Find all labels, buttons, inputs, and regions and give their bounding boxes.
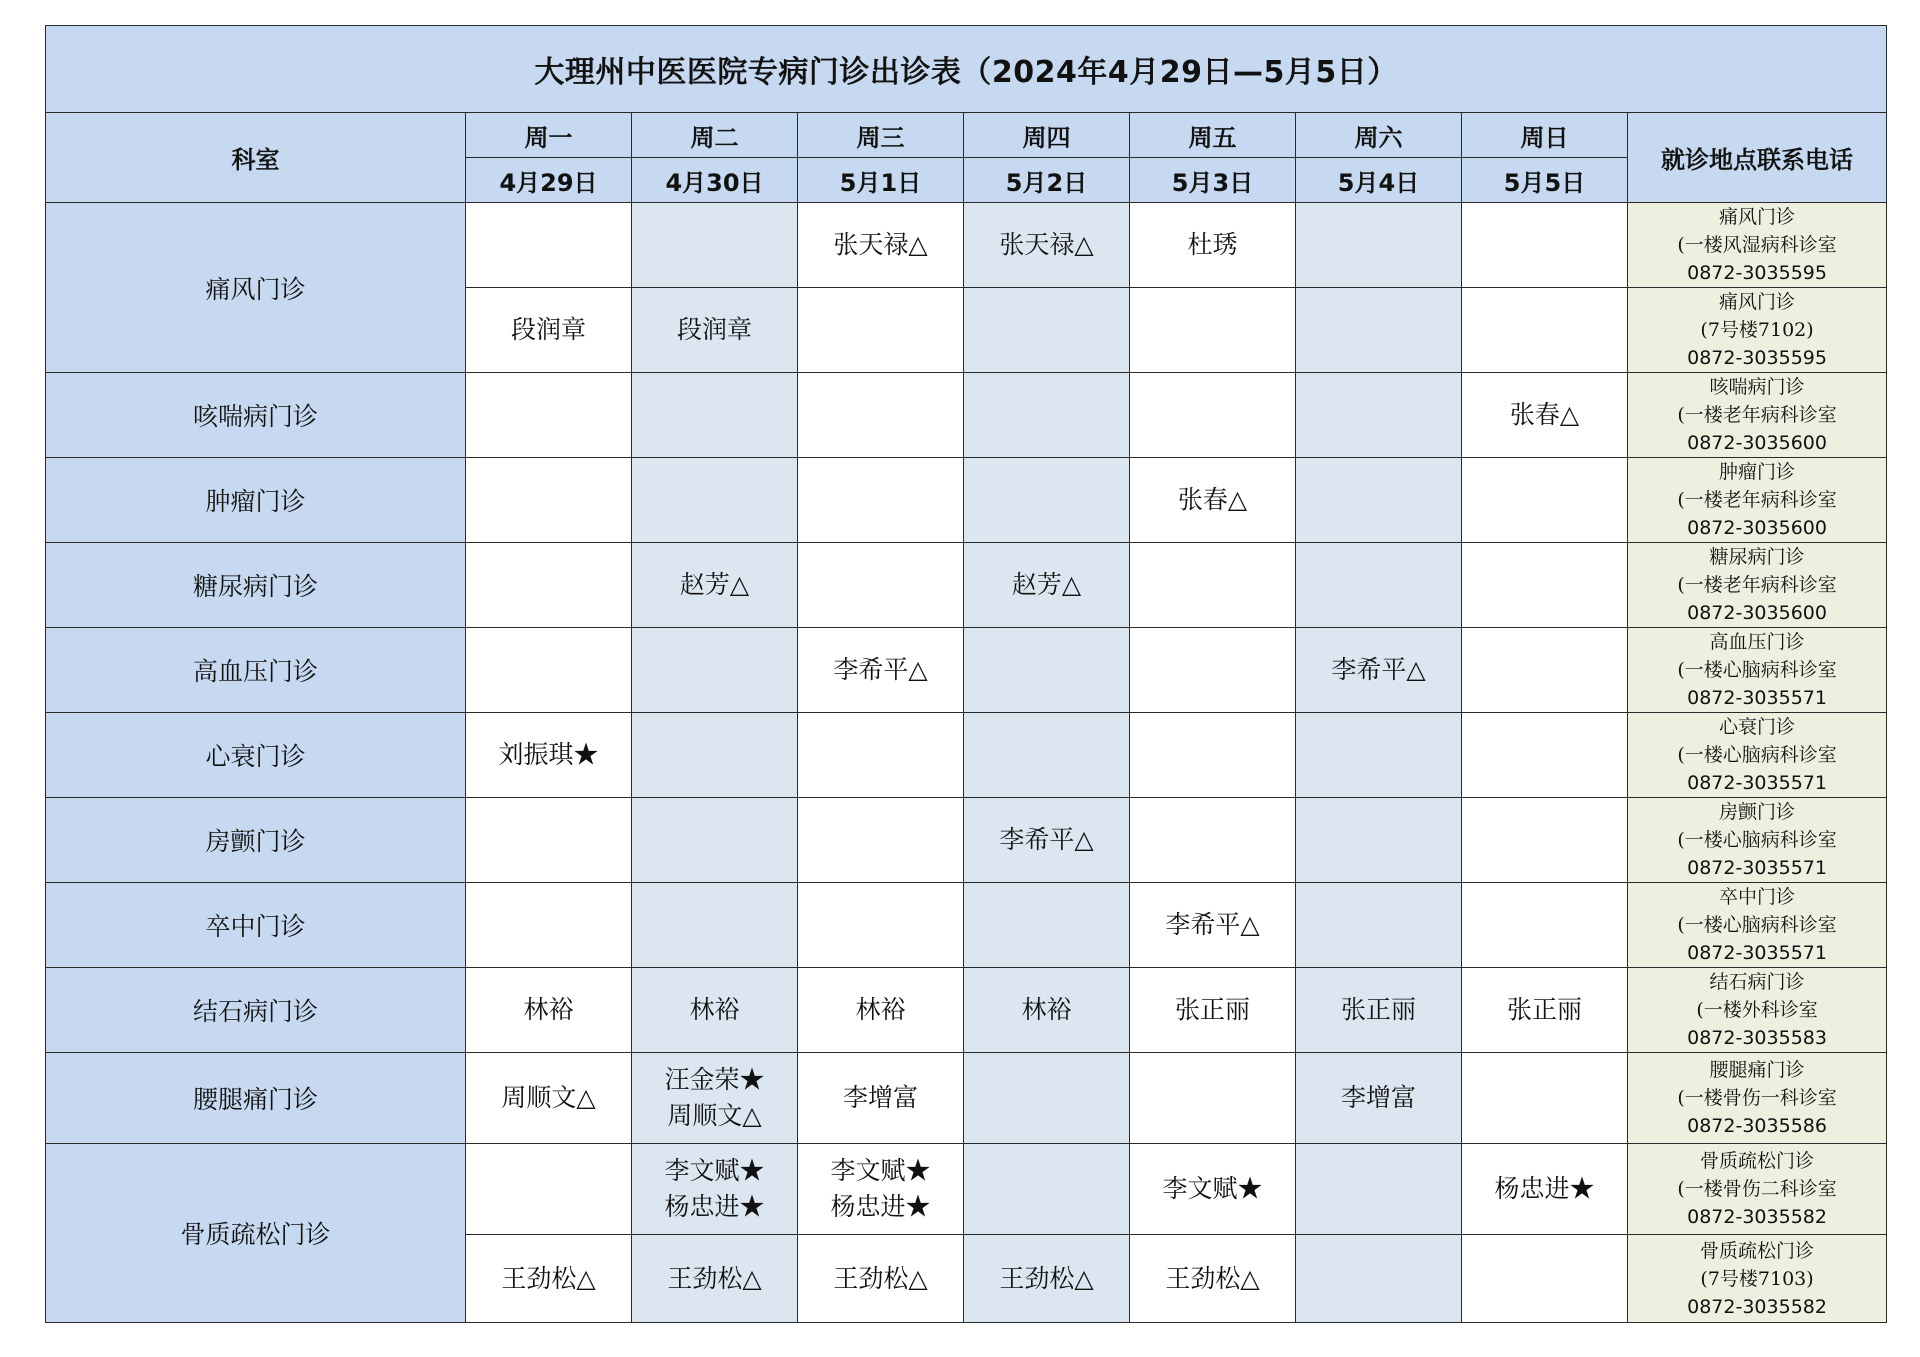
- doctor-cell-sat: [1296, 543, 1462, 628]
- doctor-cell-fri: [1130, 543, 1296, 628]
- doctor-cell-tue: [632, 458, 798, 543]
- doctor-cell-thu: [964, 288, 1130, 373]
- doctor-cell-tue: [632, 203, 798, 288]
- department-name: 高血压门诊: [46, 628, 466, 713]
- doctor-cell-wed: [798, 798, 964, 883]
- doctor-cell-thu: [964, 1144, 1130, 1235]
- doctor-cell-thu: [964, 883, 1130, 968]
- schedule-row: [46, 1144, 1887, 1235]
- doctor-cell-mon: 刘振琪★: [466, 713, 632, 798]
- doctor-cell-wed: 李希平△: [798, 628, 964, 713]
- department-name: 咳喘病门诊: [46, 373, 466, 458]
- doctor-cell-mon: 林裕: [466, 968, 632, 1053]
- doctor-cell-fri: [1130, 288, 1296, 373]
- doctor-cell-tue: 赵芳△: [632, 543, 798, 628]
- doctor-cell-sat: [1296, 713, 1462, 798]
- contact-cell: [1628, 968, 1887, 1053]
- contact-clinic: 结石病门诊: [1709, 971, 1805, 993]
- weekday-header-fri: 周五: [1130, 113, 1296, 158]
- schedule-row: [46, 1053, 1887, 1144]
- schedule-row: [46, 968, 1887, 1053]
- contact-phone: 0872-3035595: [1687, 262, 1827, 284]
- doctor-name: 杨忠进★: [664, 1192, 765, 1221]
- date-header-thu: 5月2日: [964, 158, 1130, 203]
- doctor-name: 汪金荣★: [664, 1065, 765, 1094]
- contact-phone: 0872-3035582: [1687, 1295, 1827, 1318]
- doctor-cell-wed: [798, 883, 964, 968]
- department-name: 糖尿病门诊: [46, 543, 466, 628]
- doctor-cell-tue: [632, 1053, 798, 1144]
- date-header-wed: 5月1日: [798, 158, 964, 203]
- date-header-sun: 5月5日: [1462, 158, 1628, 203]
- doctor-cell-tue: [632, 628, 798, 713]
- date-header-fri: 5月3日: [1130, 158, 1296, 203]
- contact-phone: 0872-3035600: [1687, 602, 1827, 624]
- contact-location: (7号楼7102): [1700, 319, 1814, 341]
- schedule-row: [46, 458, 1887, 543]
- doctor-cell-sat: [1296, 798, 1462, 883]
- contact-phone: 0872-3035571: [1687, 772, 1827, 794]
- doctor-cell-sat: 李增富: [1296, 1053, 1462, 1144]
- doctor-cell-sun: [1462, 203, 1628, 288]
- doctor-cell-thu: [964, 628, 1130, 713]
- doctor-cell-tue: [632, 713, 798, 798]
- doctor-cell-sat: [1296, 373, 1462, 458]
- doctor-cell-tue: [632, 373, 798, 458]
- doctor-cell-fri: 李希平△: [1130, 883, 1296, 968]
- contact-column-header: 就诊地点联系电话: [1628, 113, 1887, 203]
- doctor-cell-wed: [798, 713, 964, 798]
- doctor-cell-sun: [1462, 288, 1628, 373]
- contact-clinic: 腰腿痛门诊: [1709, 1059, 1805, 1081]
- doctor-cell-wed: 林裕: [798, 968, 964, 1053]
- doctor-cell-tue: [632, 1144, 798, 1235]
- department-name: 结石病门诊: [46, 968, 466, 1053]
- contact-clinic: 骨质疏松门诊: [1700, 1150, 1815, 1172]
- contact-cell: [1628, 458, 1887, 543]
- contact-cell: [1628, 713, 1887, 798]
- schedule-row: [46, 628, 1887, 713]
- clinic-schedule-table: [45, 25, 1887, 1323]
- doctor-cell-wed: [798, 458, 964, 543]
- doctor-cell-wed: 王劲松△: [798, 1235, 964, 1323]
- contact-cell: [1628, 1053, 1887, 1144]
- doctor-cell-mon: [466, 1144, 632, 1235]
- doctor-cell-wed: [798, 373, 964, 458]
- contact-location: (一楼老年病科诊室: [1677, 404, 1837, 426]
- contact-location: (一楼心脑病科诊室: [1677, 744, 1837, 766]
- contact-clinic: 心衰门诊: [1719, 716, 1796, 738]
- contact-clinic: 痛风门诊: [1719, 206, 1796, 228]
- department-name: 房颤门诊: [46, 798, 466, 883]
- contact-location: (一楼风湿病科诊室: [1677, 234, 1837, 256]
- doctor-cell-thu: 张天禄△: [964, 203, 1130, 288]
- contact-phone: 0872-3035583: [1687, 1027, 1827, 1049]
- contact-cell: [1628, 1144, 1887, 1235]
- contact-clinic: 骨质疏松门诊: [1700, 1239, 1815, 1262]
- doctor-cell-mon: [466, 458, 632, 543]
- contact-location: (一楼骨伤二科诊室: [1677, 1178, 1837, 1200]
- doctor-cell-sat: [1296, 1144, 1462, 1235]
- contact-location: (一楼老年病科诊室: [1677, 489, 1837, 511]
- schedule-row: [46, 798, 1887, 883]
- doctor-cell-sun: [1462, 458, 1628, 543]
- doctor-cell-wed: [798, 543, 964, 628]
- doctor-cell-mon: [466, 373, 632, 458]
- contact-cell: [1628, 203, 1887, 288]
- contact-clinic: 肿瘤门诊: [1719, 461, 1796, 483]
- doctor-cell-thu: [964, 713, 1130, 798]
- doctor-cell-sat: [1296, 203, 1462, 288]
- contact-clinic: 卒中门诊: [1719, 886, 1796, 908]
- contact-clinic: 高血压门诊: [1709, 631, 1805, 653]
- table-title: 大理州中医医院专病门诊出诊表（2024年4月29日—5月5日）: [46, 26, 1887, 113]
- doctor-cell-sun: 张正丽: [1462, 968, 1628, 1053]
- department-name: 骨质疏松门诊: [46, 1144, 466, 1323]
- date-header-tue: 4月30日: [632, 158, 798, 203]
- schedule-row: [46, 373, 1887, 458]
- doctor-cell-sun: [1462, 798, 1628, 883]
- doctor-name: 杨忠进★: [830, 1192, 931, 1221]
- doctor-cell-mon: [466, 883, 632, 968]
- weekday-header-mon: 周一: [466, 113, 632, 158]
- doctor-cell-wed: 张天禄△: [798, 203, 964, 288]
- doctor-cell-thu: 林裕: [964, 968, 1130, 1053]
- doctor-cell-fri: [1130, 373, 1296, 458]
- department-name: 痛风门诊: [46, 203, 466, 373]
- schedule-row: [46, 713, 1887, 798]
- doctor-cell-sun: [1462, 1053, 1628, 1144]
- doctor-cell-sat: [1296, 288, 1462, 373]
- doctor-cell-sun: 张春△: [1462, 373, 1628, 458]
- contact-phone: 0872-3035595: [1687, 347, 1827, 369]
- doctor-cell-tue: 王劲松△: [632, 1235, 798, 1323]
- doctor-cell-sun: [1462, 543, 1628, 628]
- contact-clinic: 房颤门诊: [1719, 801, 1796, 823]
- doctor-cell-mon: [466, 203, 632, 288]
- contact-phone: 0872-3035582: [1687, 1206, 1827, 1228]
- schedule-row: [46, 883, 1887, 968]
- doctor-name: 周顺文△: [667, 1101, 762, 1130]
- contact-location: (7号楼7103): [1700, 1267, 1814, 1290]
- contact-location: (一楼心脑病科诊室: [1677, 659, 1837, 681]
- contact-location: (一楼心脑病科诊室: [1677, 829, 1837, 851]
- department-name: 腰腿痛门诊: [46, 1053, 466, 1144]
- schedule-row: [46, 203, 1887, 288]
- doctor-cell-fri: [1130, 713, 1296, 798]
- weekday-header-thu: 周四: [964, 113, 1130, 158]
- doctor-cell-sat: 张正丽: [1296, 968, 1462, 1053]
- contact-location: (一楼心脑病科诊室: [1677, 914, 1837, 936]
- doctor-cell-thu: [964, 373, 1130, 458]
- doctor-cell-mon: 段润章: [466, 288, 632, 373]
- doctor-cell-sun: [1462, 628, 1628, 713]
- doctor-cell-sat: [1296, 458, 1462, 543]
- weekday-header-wed: 周三: [798, 113, 964, 158]
- schedule-body: [46, 203, 1887, 1323]
- department-name: 卒中门诊: [46, 883, 466, 968]
- doctor-name: 李文赋★: [830, 1156, 931, 1185]
- schedule-row: [46, 543, 1887, 628]
- date-header-mon: 4月29日: [466, 158, 632, 203]
- doctor-cell-fri: 张正丽: [1130, 968, 1296, 1053]
- doctor-cell-thu: 李希平△: [964, 798, 1130, 883]
- doctor-cell-fri: [1130, 628, 1296, 713]
- department-name: 肿瘤门诊: [46, 458, 466, 543]
- doctor-cell-sun: [1462, 713, 1628, 798]
- doctor-cell-mon: 周顺文△: [466, 1053, 632, 1144]
- doctor-cell-tue: 林裕: [632, 968, 798, 1053]
- department-column-header: 科室: [46, 113, 466, 203]
- doctor-cell-thu: 王劲松△: [964, 1235, 1130, 1323]
- contact-cell: [1628, 883, 1887, 968]
- contact-phone: 0872-3035600: [1687, 432, 1827, 454]
- doctor-cell-fri: 李文赋★: [1130, 1144, 1296, 1235]
- doctor-cell-thu: [964, 458, 1130, 543]
- contact-phone: 0872-3035571: [1687, 857, 1827, 879]
- contact-phone: 0872-3035586: [1687, 1115, 1827, 1137]
- contact-phone: 0872-3035571: [1687, 942, 1827, 964]
- doctor-cell-sun: 杨忠进★: [1462, 1144, 1628, 1235]
- weekday-header-tue: 周二: [632, 113, 798, 158]
- doctor-cell-thu: [964, 1053, 1130, 1144]
- doctor-cell-wed: [798, 288, 964, 373]
- contact-cell: [1628, 628, 1887, 713]
- contact-clinic: 糖尿病门诊: [1709, 546, 1805, 568]
- contact-clinic: 痛风门诊: [1719, 291, 1796, 313]
- contact-cell: [1628, 798, 1887, 883]
- contact-location: (一楼老年病科诊室: [1677, 574, 1837, 596]
- doctor-cell-sat: [1296, 883, 1462, 968]
- contact-location: (一楼外科诊室: [1696, 999, 1818, 1021]
- contact-phone: 0872-3035600: [1687, 517, 1827, 539]
- doctor-cell-wed: 李增富: [798, 1053, 964, 1144]
- doctor-cell-tue: 段润章: [632, 288, 798, 373]
- contact-phone: 0872-3035571: [1687, 687, 1827, 709]
- doctor-name: 李文赋★: [664, 1156, 765, 1185]
- contact-clinic: 咳喘病门诊: [1709, 376, 1805, 398]
- doctor-cell-fri: 王劲松△: [1130, 1235, 1296, 1323]
- contact-cell: [1628, 543, 1887, 628]
- contact-cell: [1628, 373, 1887, 458]
- contact-cell: [1628, 288, 1887, 373]
- doctor-cell-fri: [1130, 1053, 1296, 1144]
- doctor-cell-tue: [632, 883, 798, 968]
- doctor-cell-sat: [1296, 1235, 1462, 1323]
- doctor-cell-sun: [1462, 1235, 1628, 1323]
- doctor-cell-sat: 李希平△: [1296, 628, 1462, 713]
- doctor-cell-mon: [466, 543, 632, 628]
- doctor-cell-fri: [1130, 798, 1296, 883]
- contact-cell: [1628, 1235, 1887, 1323]
- doctor-cell-mon: [466, 628, 632, 713]
- doctor-cell-wed: [798, 1144, 964, 1235]
- doctor-cell-mon: 王劲松△: [466, 1235, 632, 1323]
- doctor-cell-mon: [466, 798, 632, 883]
- weekday-header-sat: 周六: [1296, 113, 1462, 158]
- date-header-sat: 5月4日: [1296, 158, 1462, 203]
- doctor-cell-thu: 赵芳△: [964, 543, 1130, 628]
- weekday-header-sun: 周日: [1462, 113, 1628, 158]
- department-name: 心衰门诊: [46, 713, 466, 798]
- contact-location: (一楼骨伤一科诊室: [1677, 1087, 1837, 1109]
- doctor-cell-tue: [632, 798, 798, 883]
- doctor-cell-fri: 杜琇: [1130, 203, 1296, 288]
- doctor-cell-sun: [1462, 883, 1628, 968]
- doctor-cell-fri: 张春△: [1130, 458, 1296, 543]
